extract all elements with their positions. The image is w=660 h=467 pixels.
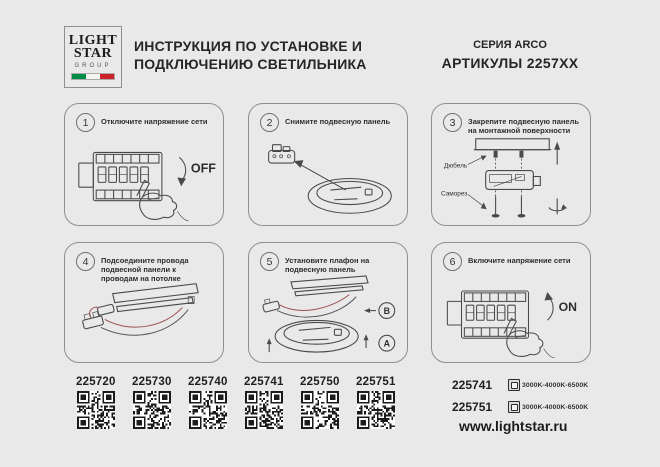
color-temp-label: 3000K-4000K-6500K xyxy=(522,403,589,411)
plafond-icon xyxy=(275,320,358,352)
ceiling-icon xyxy=(474,139,551,150)
breaker-on-illustration xyxy=(438,275,585,358)
rotate-arrow-icon xyxy=(549,198,567,214)
color-temp-label: 3000K-4000K-6500K xyxy=(522,381,589,389)
breaker-off-illustration xyxy=(71,136,218,221)
step-number: 3 xyxy=(443,113,462,132)
step-panel-1 xyxy=(64,103,224,226)
article-qr-item xyxy=(356,376,395,429)
marker-a-label: A xyxy=(383,338,391,349)
qr-code xyxy=(77,391,115,429)
article-number: 225741 xyxy=(244,376,284,388)
step-instruction: Снимите подвесную панель xyxy=(285,117,391,126)
qr-code xyxy=(245,391,283,429)
mount-panel-illustration xyxy=(438,136,585,221)
step-instruction: Включите напряжение сети xyxy=(468,256,571,265)
step-number: 5 xyxy=(260,252,279,271)
install-plafond-illustration xyxy=(255,275,402,358)
logo-text: LIGHT xyxy=(68,33,118,48)
variant-row xyxy=(452,378,588,392)
marker-a xyxy=(379,335,395,351)
dowel-icon xyxy=(494,151,524,171)
arrow-up-icon xyxy=(267,338,272,352)
wires-icon xyxy=(90,307,189,335)
article-qr-item xyxy=(244,376,283,429)
off-arrow-icon xyxy=(177,157,186,186)
page-title xyxy=(134,37,367,73)
wires-icon xyxy=(277,295,356,317)
qr-code xyxy=(357,391,395,429)
remove-arrow-icon xyxy=(294,160,346,190)
dowel-label: Дюбель xyxy=(443,162,468,170)
article-number: 225730 xyxy=(132,376,172,388)
article-number: 225750 xyxy=(300,376,340,388)
connect-wires-illustration xyxy=(71,275,218,358)
plafond-icon xyxy=(308,179,391,214)
variant-article: 225751 xyxy=(452,400,493,414)
article-qr-item xyxy=(300,376,339,429)
screw-label: Саморез xyxy=(440,190,468,198)
logo-group-text: GROUP xyxy=(74,63,112,69)
mount-bar-icon xyxy=(117,297,194,312)
marker-b-label: B xyxy=(383,306,391,317)
color-temp-badge xyxy=(508,401,588,413)
step-instruction: Закрепите подвесную панель на монтажной поверхности xyxy=(468,117,579,135)
step-panel-5 xyxy=(248,242,408,363)
article-number: 225751 xyxy=(356,376,396,388)
off-label: OFF xyxy=(190,161,216,176)
on-arrow-icon xyxy=(545,292,554,320)
variant-article: 225741 xyxy=(452,378,493,392)
lamp-square-icon xyxy=(508,401,520,413)
remove-panel-illustration xyxy=(255,136,402,221)
marker-b xyxy=(379,303,395,319)
wire-connector-icon xyxy=(81,311,104,329)
article-number: 225720 xyxy=(76,376,116,388)
step-instruction: Установите плафон на подвесную панель xyxy=(285,256,370,274)
screw-icon xyxy=(492,190,526,217)
articles-name: АРТИКУЛЫ 2257ХХ xyxy=(441,55,579,71)
website-url: www.lightstar.ru xyxy=(459,418,568,434)
step-instruction: Подсоедините провода подвесной панели к проводам на потолке xyxy=(101,256,189,283)
color-temp-badge xyxy=(508,379,588,391)
wire-connector-icon xyxy=(262,297,280,312)
step-number: 2 xyxy=(260,113,279,132)
step-number: 4 xyxy=(76,252,95,271)
on-label: ON xyxy=(558,299,578,314)
title-line-1: ИНСТРУКЦИЯ ПО УСТАНОВКЕ И xyxy=(134,38,363,54)
step-instruction: Отключите напряжение сети xyxy=(101,117,208,126)
series-block xyxy=(428,39,592,71)
lamp-square-icon xyxy=(508,379,520,391)
arrow-left-icon xyxy=(364,308,376,313)
step-panel-2 xyxy=(248,103,408,226)
ceiling-icon xyxy=(113,284,198,303)
series-name: СЕРИЯ ARCO xyxy=(473,39,547,51)
step-panel-4 xyxy=(64,242,224,363)
italian-flag-icon xyxy=(71,73,115,80)
logo-text: STAR xyxy=(73,46,113,61)
article-qr-row xyxy=(76,376,395,429)
arrow-up-icon xyxy=(364,334,369,348)
article-qr-item xyxy=(132,376,171,429)
article-qr-item xyxy=(188,376,227,429)
article-qr-item xyxy=(76,376,115,429)
qr-code xyxy=(133,391,171,429)
variant-row xyxy=(452,400,588,414)
title-line-2: ПОДКЛЮЧЕНИЮ СВЕТИЛЬНИКА xyxy=(134,56,367,72)
step-panel-6 xyxy=(431,242,591,363)
wire-connector-icon xyxy=(97,304,114,316)
mount-bracket-icon xyxy=(486,171,541,190)
qr-code xyxy=(301,391,339,429)
qr-code xyxy=(189,391,227,429)
article-number: 225740 xyxy=(188,376,228,388)
suspension-panel-icon xyxy=(269,145,295,163)
arrow-up-icon xyxy=(554,142,560,165)
color-temp-variants xyxy=(452,378,588,422)
lightstar-logo xyxy=(64,26,122,88)
step-number: 6 xyxy=(443,252,462,271)
step-panel-3 xyxy=(431,103,591,226)
step-number: 1 xyxy=(76,113,95,132)
label-leader-lines xyxy=(468,156,487,210)
